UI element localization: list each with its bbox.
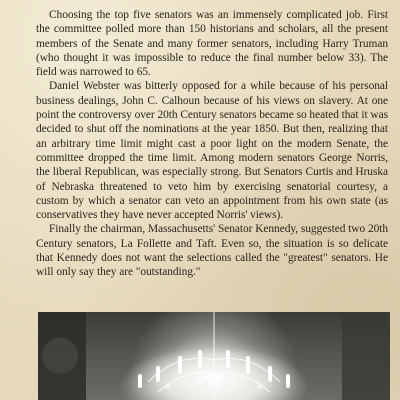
paragraph-1: Choosing the top five senators was an immensely complicated job. First the committee polled more than 150 historians and scholars, all the present members of the Senate and many former senators, including Harry Truman (who thought it was impossible to reduce the final number below 33). The field was narrowed to 65. [36, 9, 388, 79]
chandelier-photo [38, 312, 390, 400]
left-ornament [42, 338, 78, 374]
right-wall-shadow [342, 312, 390, 400]
article-body [36, 8, 388, 280]
chandelier-illustration [38, 312, 390, 400]
paragraph-3: Finally the chairman, Massachusetts' Senator Kennedy, suggested two 20th Century senators, La Follette and Taft. Even so, the situation is so delicate that Kennedy does not want the selections called the "greatest" senators. He will only say they are "outstanding." [36, 223, 388, 279]
paragraph-2: Daniel Webster was bitterly opposed for a while because of his personal business dealings, John C. Calhoun because of his views on slavery. At one point the controversy over 20th Century senators became so heated that it was decided to shut off the nominations at the year 1850. But then, realizing that an arbitrary time limit might cast a poor light on the modern Senate, the committee dropped the time limit. Among modern senators George Norris, the liberal Republican, was especially strong. But Senators Curtis and Hruska of Nebraska threatened to veto him by exercising senatorial courtesy, a custom by which a senator can veto an appointment from his own state (as conservatives they have never accepted Norris' views). [36, 80, 388, 222]
